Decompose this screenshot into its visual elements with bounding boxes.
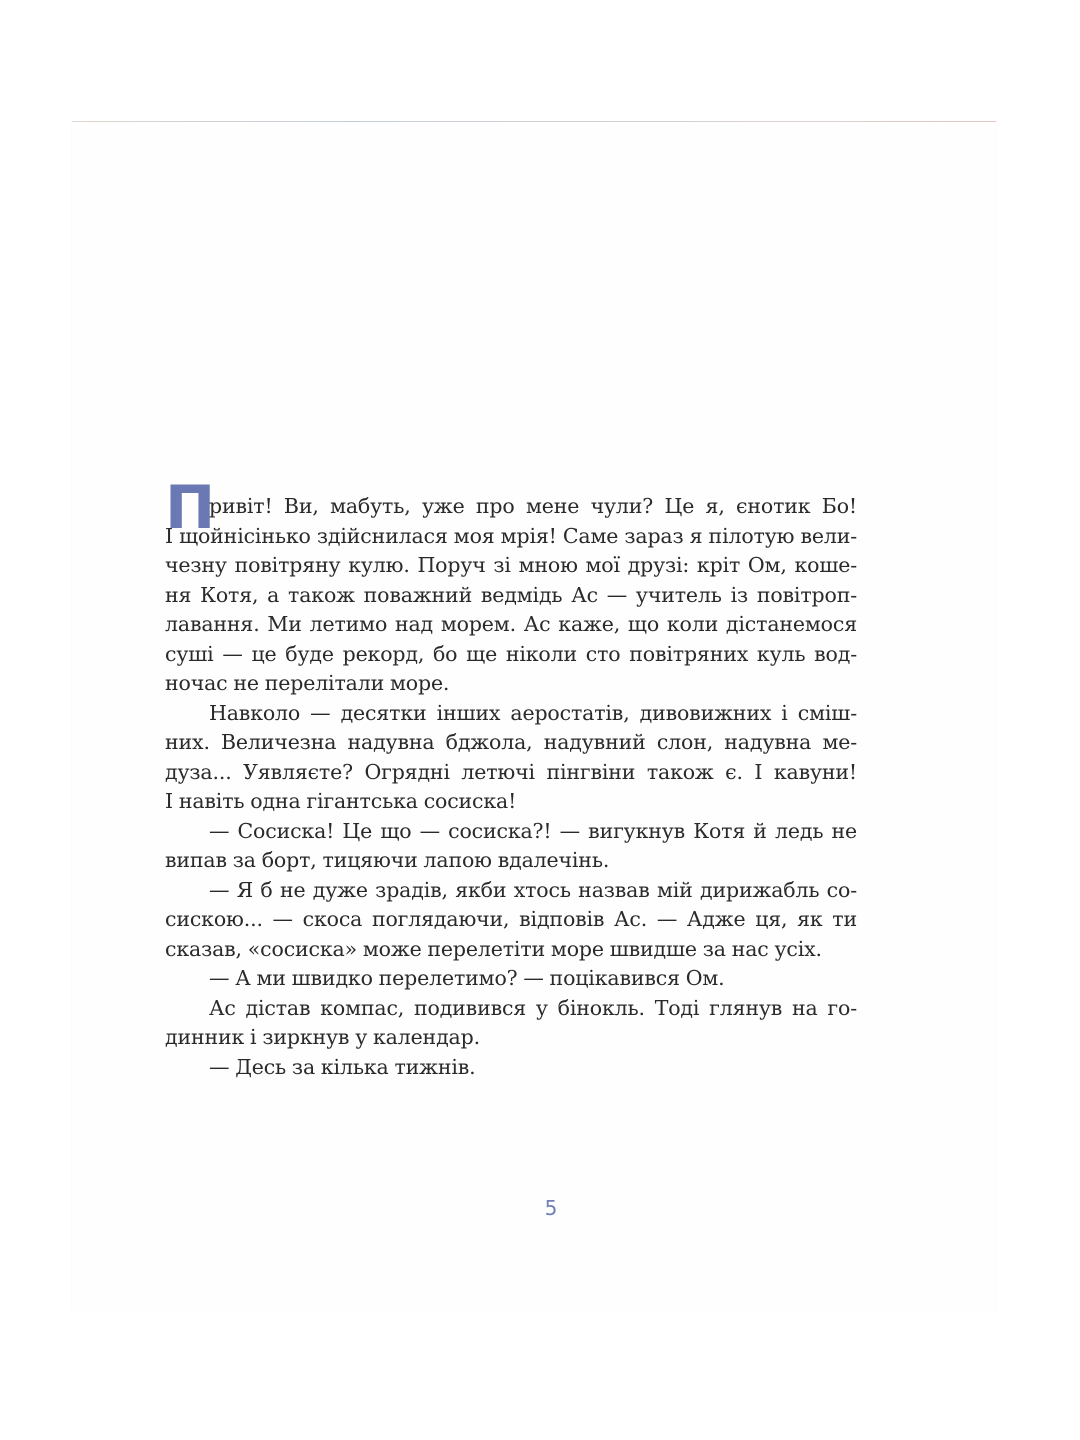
text-line: ночас не перелітали море. xyxy=(165,671,450,695)
text-line: ня Котя, а також поважний ведмідь Ас — учитель із повітроп- xyxy=(165,582,857,607)
text-line: випав за борт, тицяючи лапою вдалечінь. xyxy=(165,848,610,872)
text-line: — Десь за кілька тижнів. xyxy=(209,1054,476,1079)
text-line: лавання. Ми летимо над морем. Ас каже, що коли дістанемося xyxy=(165,612,857,636)
text-line: дуза... Уявляєте? Огрядні летючі пінгвіни також є. І кавуни! xyxy=(165,759,857,784)
text-line: — Я б не дуже зрадів, якби хтось назвав мій дирижабль со- xyxy=(209,877,857,902)
page-number: 5 xyxy=(544,1196,558,1220)
text-line: суші — це буде рекорд, бо ще ніколи сто повітряних куль вод- xyxy=(165,641,857,666)
text-line: — А ми швидко перелетимо? — поцікавився Ом. xyxy=(209,966,725,990)
text-line: сискою... — скоса поглядаючи, відповів Ас. — Адже ця, як ти xyxy=(165,907,857,931)
text-line: них. Величезна надувна бджола, надувний слон, надувна ме- xyxy=(165,730,857,754)
text-line: ривіт! Ви, мабуть, уже про мене чули? Це я, єнотик Бо! xyxy=(209,494,857,518)
text-line: Ас дістав компас, подивився у бінокль. Тоді глянув на го- xyxy=(209,995,857,1020)
text-line: І навіть одна гігантська сосиска! xyxy=(165,789,517,813)
text-line: — Сосиска! Це що — сосиска?! — вигукнув Котя й ледь не xyxy=(209,818,857,843)
text-line: динник і зиркнув у календар. xyxy=(165,1025,480,1049)
text-line: І щойнісінько здійснилася моя мрія! Саме зараз я пілотую вели- xyxy=(165,523,857,548)
text-line: сказав, «сосиска» може перелетіти море швидше за нас усіх. xyxy=(165,936,822,961)
drop-cap: П xyxy=(165,473,216,543)
story-text xyxy=(165,492,857,1082)
text-line: Навколо — десятки інших аеростатів, дивовижних і сміш- xyxy=(209,700,857,725)
text-line: чезну повітряну кулю. Поруч зі мною мої друзі: кріт Ом, коше- xyxy=(165,553,857,577)
